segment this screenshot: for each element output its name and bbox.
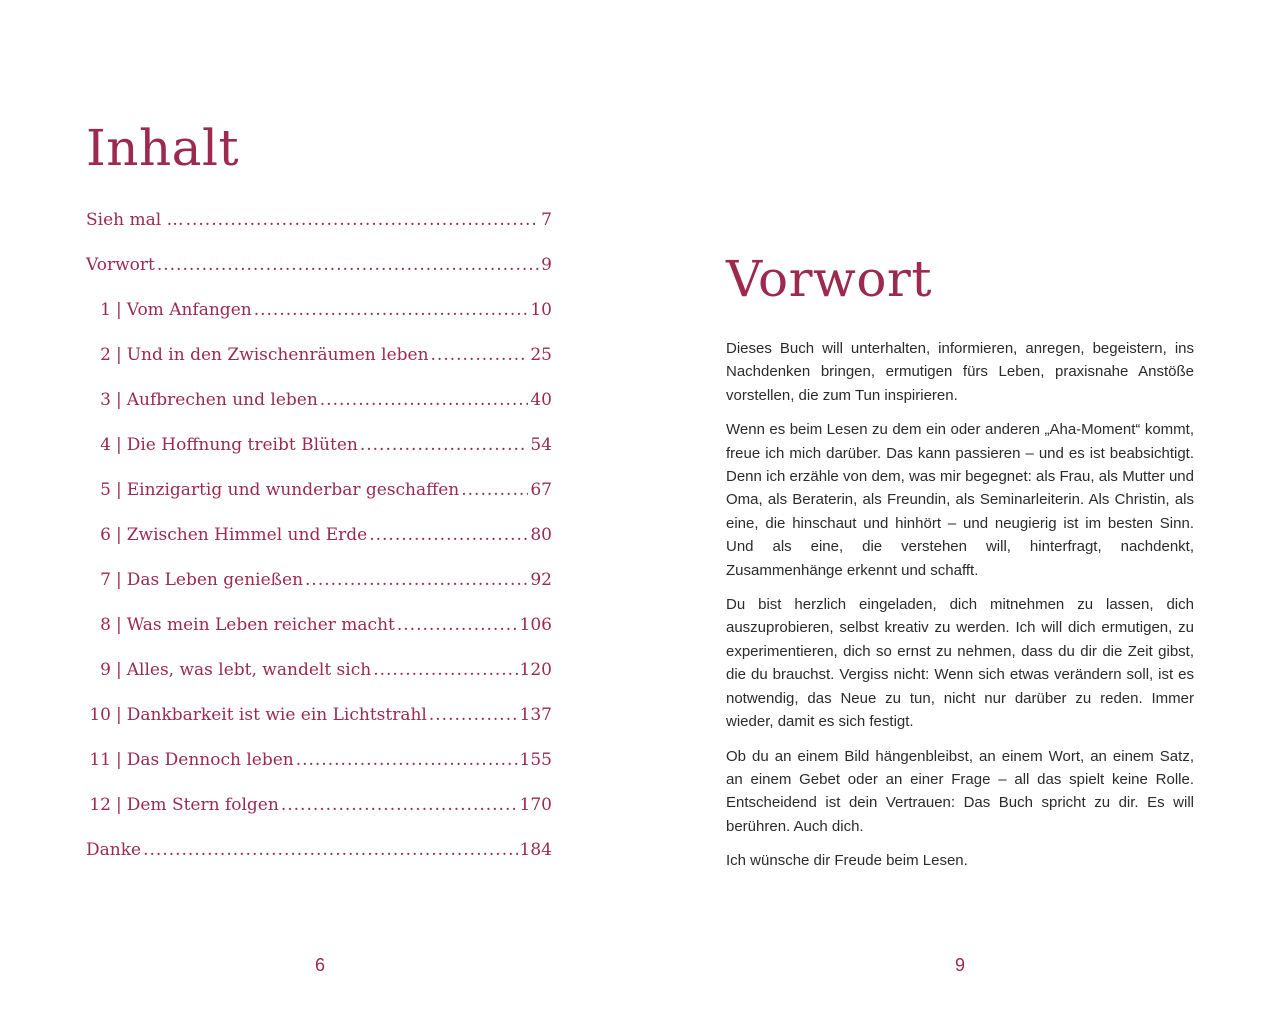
toc-entry-title: Die Hoffnung treibt Blüten xyxy=(126,435,358,455)
toc-leader-dots xyxy=(429,701,518,729)
toc-separator: | xyxy=(116,570,122,590)
toc-entry[interactable] xyxy=(86,836,552,881)
toc-chapter-number: 2 xyxy=(100,345,111,365)
toc-leader-dots xyxy=(360,431,529,459)
toc-entry[interactable] xyxy=(86,791,552,836)
toc-chapter-number: 11 xyxy=(89,750,111,770)
toc-entry-page: 25 xyxy=(530,345,552,365)
toc-separator: | xyxy=(116,705,122,725)
toc-entry-page: 80 xyxy=(530,525,552,545)
toc-entry[interactable] xyxy=(86,521,552,566)
toc-entry-title: Alles, was lebt, wandelt sich xyxy=(126,660,372,680)
toc-entry-page: 40 xyxy=(530,390,552,410)
toc-entry[interactable] xyxy=(86,206,552,251)
toc-entry[interactable] xyxy=(86,611,552,656)
toc-separator: | xyxy=(116,345,122,365)
toc-leader-dots xyxy=(296,746,518,774)
toc-chapter-number: 8 xyxy=(100,615,111,635)
toc-entry[interactable] xyxy=(86,701,552,746)
toc-entry-title: Einzigartig und wunderbar geschaffen xyxy=(126,480,460,500)
page-number: 9 xyxy=(954,955,965,975)
toc-entry-page: 170 xyxy=(519,795,552,815)
toc-entry[interactable] xyxy=(86,566,552,611)
toc-leader-dots xyxy=(369,521,528,549)
paragraph: Dieses Buch will unterhalten, informieren, anregen, begeistern, ins Nachdenken bringen, ermutigen fürs Leben, praxisnahe Anstöße vorstellen, die zum Tun inspirieren. xyxy=(726,340,1194,404)
toc-entry-page: 155 xyxy=(519,750,552,770)
toc-entry[interactable] xyxy=(86,746,552,791)
toc-entry[interactable] xyxy=(86,296,552,341)
toc-entry-title: Zwischen Himmel und Erde xyxy=(126,525,368,545)
toc-entry-page: 184 xyxy=(519,840,552,860)
toc-separator: | xyxy=(116,480,122,500)
toc-entry-title: Vom Anfangen xyxy=(126,300,252,320)
paragraph: Wenn es beim Lesen zu dem ein oder anderen „Aha-Moment“ kommt, freue ich mich darüber. Das kann passieren – und es ist beabsichtigt. Denn ich erzähle von dem, was mir begegnet: als Frau, als Mutter und Oma, als Beraterin, als Freundin, als Seminarleiterin. Als Christin, als eine, die hinschaut und hinhört – und neugierig ist im besten Sinn. Und als eine, die verstehen will, hinterfragt, nachdenkt, Zusammenhänge erkennt und schafft. xyxy=(726,421,1194,579)
page-number: 6 xyxy=(314,955,325,975)
toc-entry-page: 67 xyxy=(530,480,552,500)
toc-entry-page: 92 xyxy=(530,570,552,590)
toc-entry-title: Dem Stern folgen xyxy=(126,795,279,815)
toc-entry-page: 9 xyxy=(541,255,552,275)
toc-entry-title: Was mein Leben reicher macht xyxy=(126,615,395,635)
toc-separator: | xyxy=(116,750,122,770)
toc-chapter-number: 9 xyxy=(100,660,111,680)
toc-leader-dots xyxy=(281,791,518,819)
toc-entry[interactable] xyxy=(86,656,552,701)
toc-entry-page: 106 xyxy=(519,615,552,635)
toc-leader-dots xyxy=(143,836,517,864)
toc-leader-dots xyxy=(157,251,539,279)
page-title: Inhalt xyxy=(86,119,240,177)
paragraph: Ich wünsche dir Freude beim Lesen. xyxy=(726,852,968,870)
toc-entry[interactable] xyxy=(86,386,552,431)
toc-leader-dots xyxy=(373,656,517,684)
toc-entry-title: Vorwort xyxy=(86,255,155,275)
toc-entry-title: Und in den Zwischenräumen leben xyxy=(126,345,429,365)
toc-entry-title: Sieh mal … xyxy=(86,210,184,230)
toc-separator: | xyxy=(116,795,122,815)
toc-separator: | xyxy=(116,300,122,320)
paragraph: Ob du an einem Bild hängenbleibst, an einem Wort, an einem Satz, an einem Gebet oder an einer Frage – all das spielt keine Rolle. Entscheidend ist dein Vertrauen: Das Buch spricht zu dir. Es will berühren. Auch dich. xyxy=(726,747,1194,835)
toc-entry-title: Aufbrechen und leben xyxy=(126,390,318,410)
toc-entry[interactable] xyxy=(86,476,552,521)
toc-entry-page: 120 xyxy=(519,660,552,680)
toc-separator: | xyxy=(116,390,122,410)
toc-entry[interactable] xyxy=(86,251,552,296)
toc-entry-title: Das Leben genießen xyxy=(126,570,304,590)
toc-entry-page: 7 xyxy=(541,210,552,230)
toc-chapter-number: 1 xyxy=(100,300,111,320)
toc-separator: | xyxy=(116,615,122,635)
toc-leader-dots xyxy=(320,386,529,414)
toc-leader-dots xyxy=(431,341,529,369)
body-text xyxy=(726,337,1194,884)
toc-leader-dots xyxy=(461,476,528,504)
paragraph: Du bist herzlich eingeladen, dich mitnehmen zu lassen, dich auszuprobieren, selbst kreativ zu werden. Ich will dich ermutigen, zu experimentieren, dich so ernst zu nehmen, dass du dir die Zeit gibst, die du brauchst. Vergiss nicht: Wenn sich etwas verändern soll, ist es notwendig, das Neue zu tun, nicht nur darüber zu reden. Immer wieder, damit es sich festigt. xyxy=(726,596,1194,731)
toc-separator: | xyxy=(116,435,122,455)
toc-entry[interactable] xyxy=(86,341,552,386)
toc-chapter-number: 4 xyxy=(100,435,111,455)
toc-leader-dots xyxy=(305,566,528,594)
toc-chapter-number: 6 xyxy=(100,525,111,545)
toc-chapter-number: 10 xyxy=(89,705,111,725)
toc-entry[interactable] xyxy=(86,431,552,476)
toc-chapter-number: 12 xyxy=(89,795,111,815)
toc-chapter-number: 7 xyxy=(100,570,111,590)
toc-entry-title: Dankbarkeit ist wie ein Lichtstrahl xyxy=(126,705,427,725)
page-title: Vorwort xyxy=(726,250,932,308)
toc-entry-page: 54 xyxy=(530,435,552,455)
toc-leader-dots xyxy=(397,611,518,639)
toc-chapter-number: 5 xyxy=(100,480,111,500)
toc-chapter-number: 3 xyxy=(100,390,111,410)
table-of-contents xyxy=(86,206,552,881)
toc-separator: | xyxy=(116,660,122,680)
toc-separator: | xyxy=(116,525,122,545)
toc-entry-title: Danke xyxy=(86,840,142,860)
toc-entry-page: 10 xyxy=(530,300,552,320)
toc-leader-dots xyxy=(254,296,529,324)
right-page xyxy=(640,0,1280,1019)
toc-entry-title: Das Dennoch leben xyxy=(126,750,294,770)
toc-leader-dots xyxy=(186,206,540,234)
toc-entry-page: 137 xyxy=(519,705,552,725)
